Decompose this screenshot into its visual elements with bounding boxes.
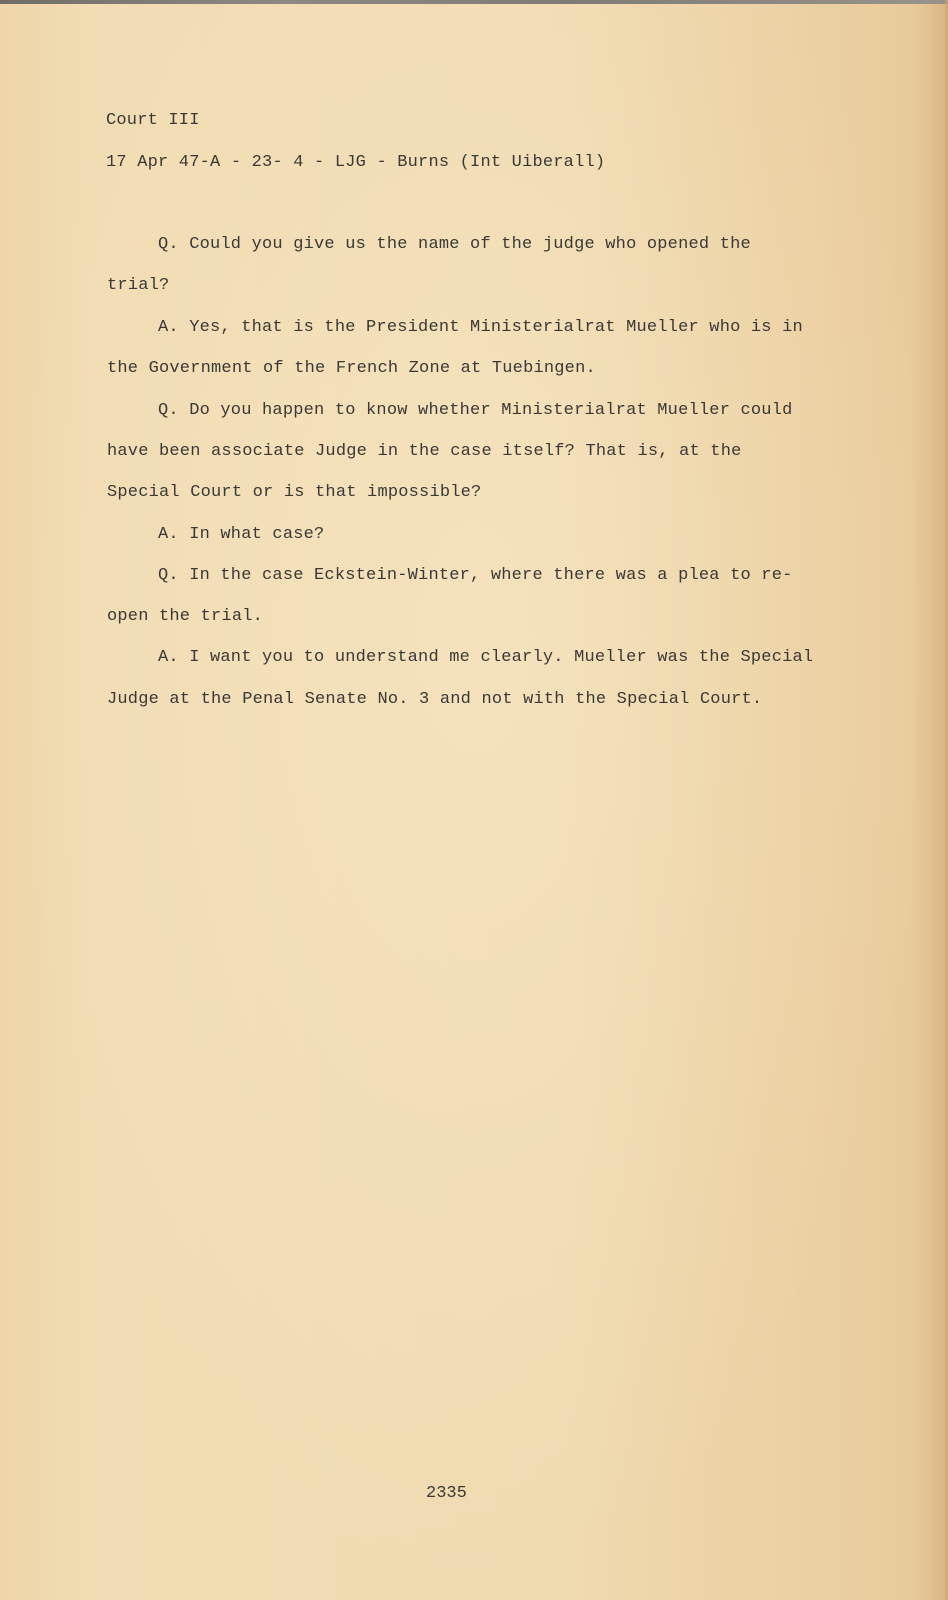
transcript-line: A. Yes, that is the President Ministerialrat Mueller who is in	[158, 318, 803, 337]
transcript-line: open the trial.	[107, 607, 264, 626]
transcript-line: A. In what case?	[158, 525, 325, 544]
scan-top-edge	[0, 0, 948, 4]
transcript-line: trial?	[107, 276, 170, 295]
transcript-line: Special Court or is that impossible?	[107, 483, 482, 502]
transcript-line: Q. Could you give us the name of the judge who opened the	[158, 235, 751, 254]
transcript-line: have been associate Judge in the case itself? That is, at the	[107, 442, 742, 461]
transcript-line: Q. In the case Eckstein-Winter, where there was a plea to re-	[158, 566, 793, 585]
page-number: 2335	[426, 1484, 467, 1503]
transcript-line: A. I want you to understand me clearly. Mueller was the Special	[158, 648, 814, 667]
transcript-line: the Government of the French Zone at Tuebingen.	[107, 359, 596, 378]
session-line: 17 Apr 47-A - 23- 4 - LJG - Burns (Int Uiberall)	[106, 153, 606, 172]
transcript-line: Q. Do you happen to know whether Ministerialrat Mueller could	[158, 401, 793, 420]
transcript-line: Judge at the Penal Senate No. 3 and not with the Special Court.	[107, 690, 763, 709]
court-label: Court III	[106, 111, 200, 130]
